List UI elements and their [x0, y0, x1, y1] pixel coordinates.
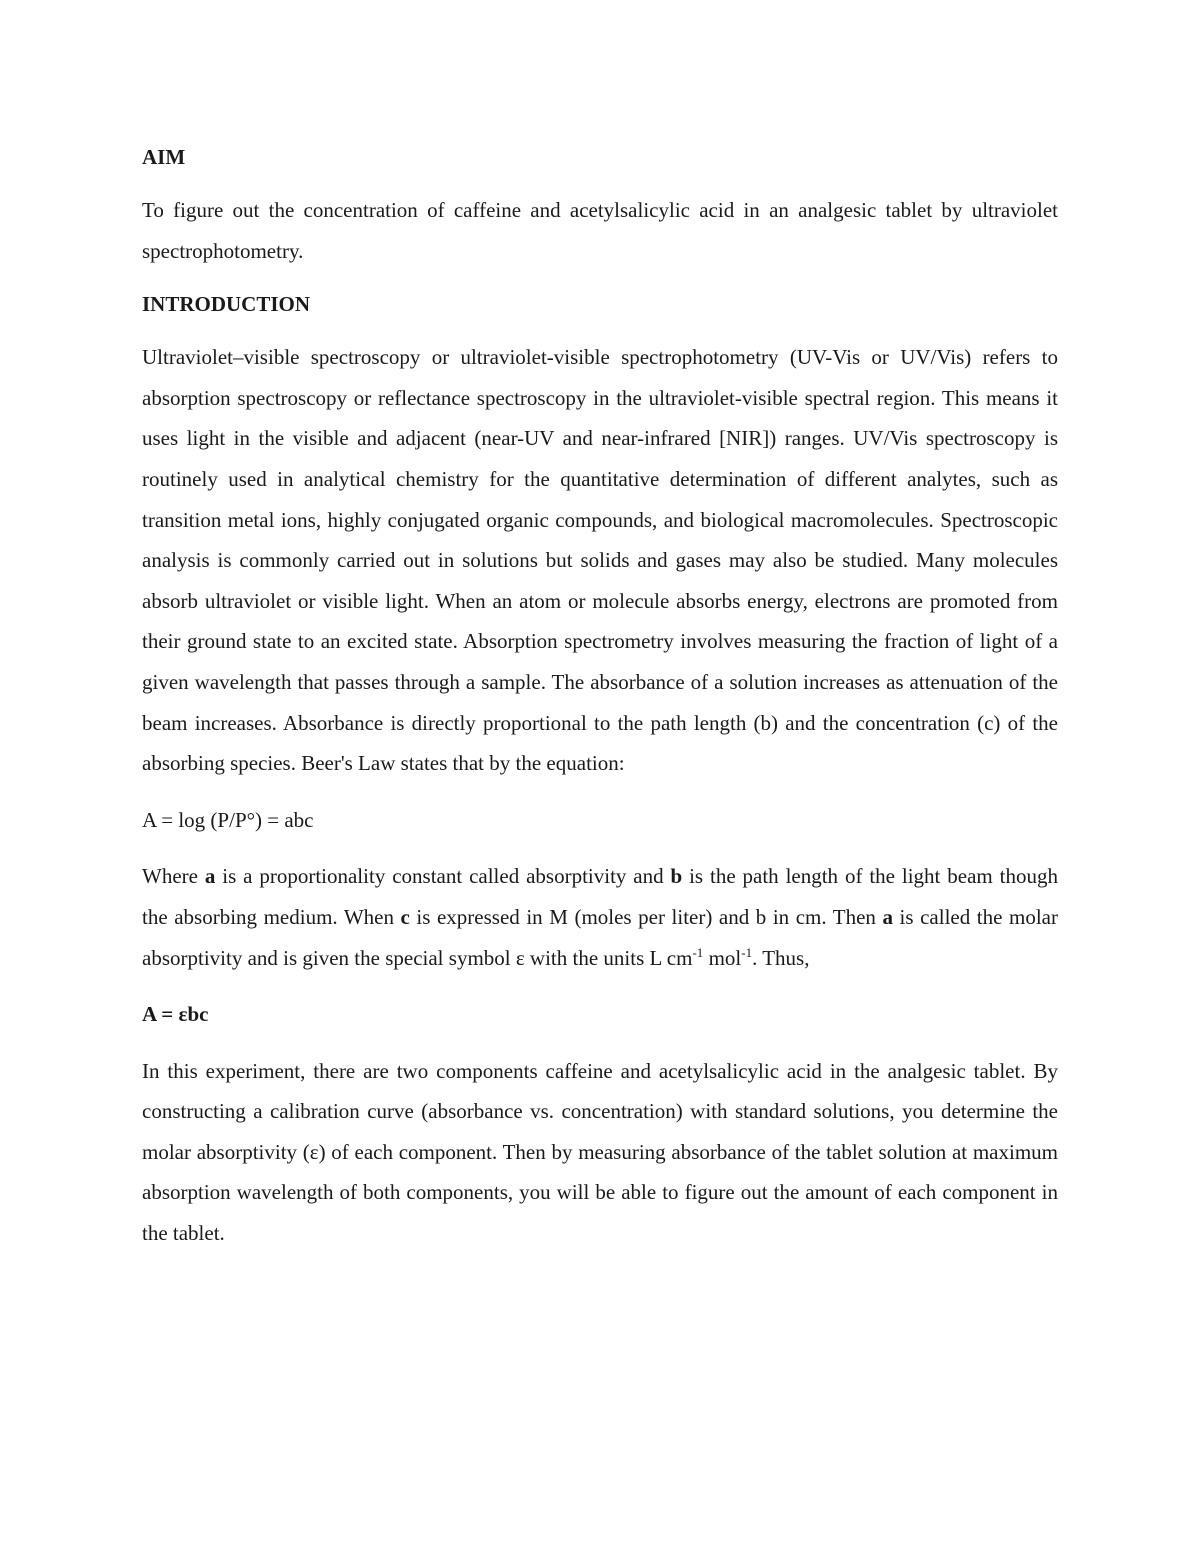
aim-text: To figure out the concentration of caffeine and acetylsalicylic acid in an analgesic tablet by ultraviolet spectrophotometry.: [142, 198, 1058, 263]
molar-absorptivity-equation: A = εbc: [142, 1002, 209, 1027]
introduction-paragraph-3: In this experiment, there are two components caffeine and acetylsalicylic acid in the analgesic tablet. By constructing a calibration curve (absorbance vs. concentration) with standard solutions, you determine the molar absorptivity (ε) of each component. Then by measuring absorbance of the tablet solution at maximum absorption wavelength of both components, you will be able to figure out the amount of each component in the tablet.: [142, 1058, 1058, 1246]
p2-text: is a proportionality constant called absorptivity and: [215, 864, 671, 889]
p2-text: mol: [703, 945, 742, 970]
p2-symbol-b: b: [670, 864, 683, 889]
p2-symbol-a: a: [204, 864, 216, 889]
document-body: [142, 140, 1058, 1270]
introduction-heading: INTRODUCTION: [142, 292, 311, 317]
p2-text: . Thus,: [752, 945, 810, 970]
p2-text: is called the molar absorptivity and is given the special symbol ε with the units L cm: [142, 904, 1058, 970]
p2-superscript: -1: [692, 944, 704, 960]
aim-heading: AIM: [142, 145, 186, 169]
p2-text: Where: [142, 864, 205, 889]
p2-symbol-c: c: [400, 904, 410, 929]
beers-law-equation: A = log (P/P°) = abc: [142, 807, 314, 832]
introduction-paragraph-2: [142, 856, 1058, 978]
p2-superscript: -1: [741, 944, 753, 960]
p2-text: is expressed in M (moles per liter) and b in cm. Then: [409, 904, 883, 929]
p2-symbol-a: a: [882, 904, 893, 929]
introduction-paragraph-1: Ultraviolet–visible spectroscopy or ultraviolet-visible spectrophotometry (UV-Vis or UV/Vis) refers to absorption spectroscopy or reflectance spectroscopy in the ultraviolet-visible spectral region. This means it uses light in the visible and adjacent (near-UV and near-infrared [NIR]) ranges. UV/Vis spectroscopy is routinely used in analytical chemistry for the quantitative determination of different analytes, such as transition metal ions, highly conjugated organic compounds, and biological macromolecules. Spectroscopic analysis is commonly carried out in solutions but solids and gases may also be studied. Many molecules absorb ultraviolet or visible light. When an atom or molecule absorbs energy, electrons are promoted from their ground state to an excited state. Absorption spectrometry involves measuring the fraction of light of a given wavelength that passes through a sample. The absorbance of a solution increases as attenuation of the beam increases. Absorbance is directly proportional to the path length (b) and the concentration (c) of the absorbing species. Beer's Law states that by the equation:: [142, 345, 1058, 776]
p2-text: is the path length of the light beam though the absorbing medium. When: [142, 864, 1058, 929]
